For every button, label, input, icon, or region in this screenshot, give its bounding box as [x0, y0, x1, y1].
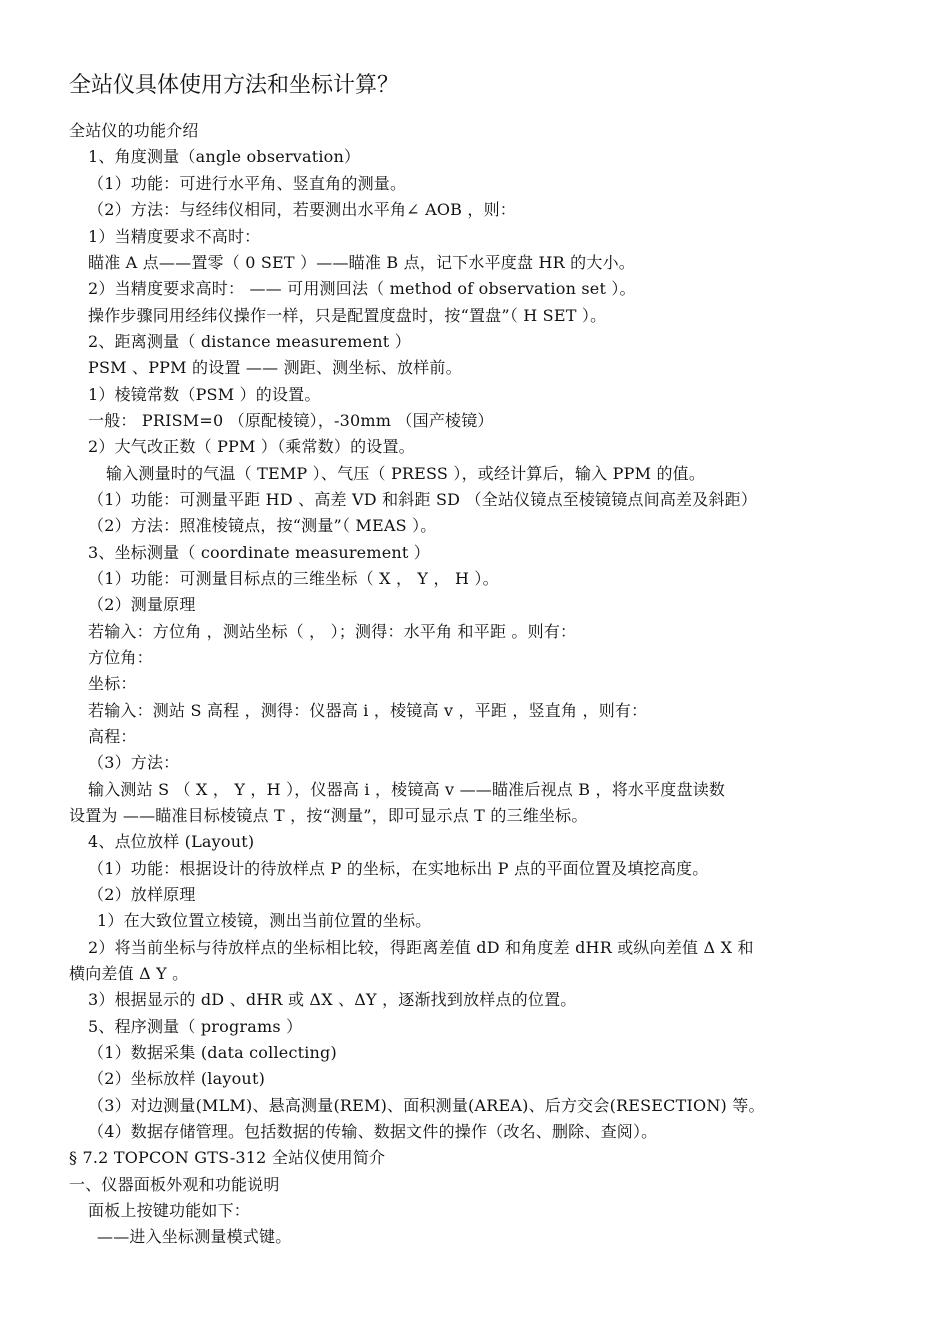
text-line: 2）当精度要求高时： —— 可用测回法（ method of observation set ）。 — [88, 279, 636, 298]
text-line: 瞄准 A 点——置零（ 0 SET ）——瞄准 B 点，记下水平度盘 HR 的大小。 — [88, 253, 635, 272]
text-line: 1）在大致位置立棱镜，测出当前位置的坐标。 — [97, 911, 432, 930]
text-line: 操作步骤同用经纬仪操作一样，只是配置度盘时，按“置盘”（ H SET ）。 — [88, 306, 607, 325]
text-line: 高程： — [88, 727, 137, 746]
text-line: 方位角： — [88, 648, 153, 667]
text-line: （1）功能：可测量目标点的三维坐标（ X ， Y ， H ）。 — [88, 569, 499, 588]
text-line: （2）测量原理 — [88, 595, 196, 614]
text-line: 3）根据显示的 dD 、dHR 或 ΔX 、ΔY ，逐渐找到放样点的位置。 — [88, 990, 577, 1009]
text-line: （1）功能：可进行水平角、竖直角的测量。 — [88, 174, 407, 193]
text-line: （1）功能：根据设计的待放样点 P 的坐标，在实地标出 P 点的平面位置及填挖高度。 — [88, 859, 709, 878]
section-heading: § 7.2 TOPCON GTS-312 全站仪使用简介 — [69, 1148, 386, 1167]
text-line: 1）当精度要求不高时： — [88, 227, 261, 246]
text-line: 设置为 ——瞄准目标棱镜点 T ，按“测量”，即可显示点 T 的三维坐标。 — [69, 806, 588, 825]
text-line: 一般： PRISM=0 （原配棱镜），-30mm （国产棱镜） — [88, 411, 494, 430]
text-line: 若输入：方位角 ，测站坐标（ ， ）；测得：水平角 和平距 。则有： — [88, 622, 577, 641]
text-line: 横向差值 Δ Y 。 — [69, 964, 189, 983]
text-line: PSM 、PPM 的设置 —— 测距、测坐标、放样前。 — [88, 358, 462, 377]
text-line: 2）将当前坐标与待放样点的坐标相比较，得距离差值 dD 和角度差 dHR 或纵向差值 Δ X 和 — [88, 938, 754, 957]
text-line: 面板上按键功能如下： — [88, 1201, 251, 1220]
text-line: （2）放样原理 — [88, 885, 196, 904]
section-heading: 全站仪的功能介绍 — [69, 121, 199, 140]
text-line: 输入测站 S （ X ， Y ，H ），仪器高 i ，棱镜高 v ——瞄准后视点 B ，将水平度盘读数 — [88, 780, 726, 799]
text-line: 坐标： — [88, 674, 137, 693]
text-line: 2）大气改正数（ PPM ）（乘常数）的设置。 — [88, 437, 415, 456]
text-line: （3）对边测量(MLM)、悬高测量(REM)、面积测量(AREA)、后方交会(RESECTION) 等。 — [88, 1096, 765, 1115]
subsection-heading: 4、点位放样 (Layout) — [88, 832, 255, 851]
text-line: 1）棱镜常数（PSM ）的设置。 — [88, 385, 321, 404]
text-line: （2）方法：照准棱镜点，按“测量”（ MEAS ）。 — [88, 516, 437, 535]
text-line: （2）方法：与经纬仪相同，若要测出水平角∠ AOB ，则： — [88, 200, 516, 219]
text-line: （3）方法： — [88, 753, 180, 772]
text-line: （2）坐标放样 (layout) — [88, 1069, 266, 1088]
subsection-heading: 2、距离测量（ distance measurement ） — [88, 332, 411, 351]
subsection-heading: 5、程序测量（ programs ） — [88, 1017, 303, 1036]
text-line: （4）数据存储管理。包括数据的传输、数据文件的操作（改名、删除、查阅）。 — [88, 1122, 658, 1141]
text-line: 输入测量时的气温（ TEMP ）、气压（ PRESS ），或经计算后，输入 PPM 的值。 — [106, 464, 706, 483]
document-title: 全站仪具体使用方法和坐标计算？ — [69, 73, 400, 98]
subsection-heading: 1、角度测量（angle observation） — [88, 147, 361, 166]
subsection-heading: 3、坐标测量（ coordinate measurement ） — [88, 543, 431, 562]
text-line: （1）功能：可测量平距 HD 、高差 VD 和斜距 SD （全站仪镜点至棱镜镜点间高差及斜距） — [88, 490, 758, 509]
text-line: ——进入坐标测量模式键。 — [97, 1227, 292, 1246]
text-line: （1）数据采集 (data collecting) — [88, 1043, 337, 1062]
section-heading: 一、仪器面板外观和功能说明 — [69, 1175, 280, 1194]
text-line: 若输入：测站 S 高程 ，测得：仪器高 i ，棱镜高 v ，平距 ，竖直角 ，则有： — [88, 701, 648, 720]
